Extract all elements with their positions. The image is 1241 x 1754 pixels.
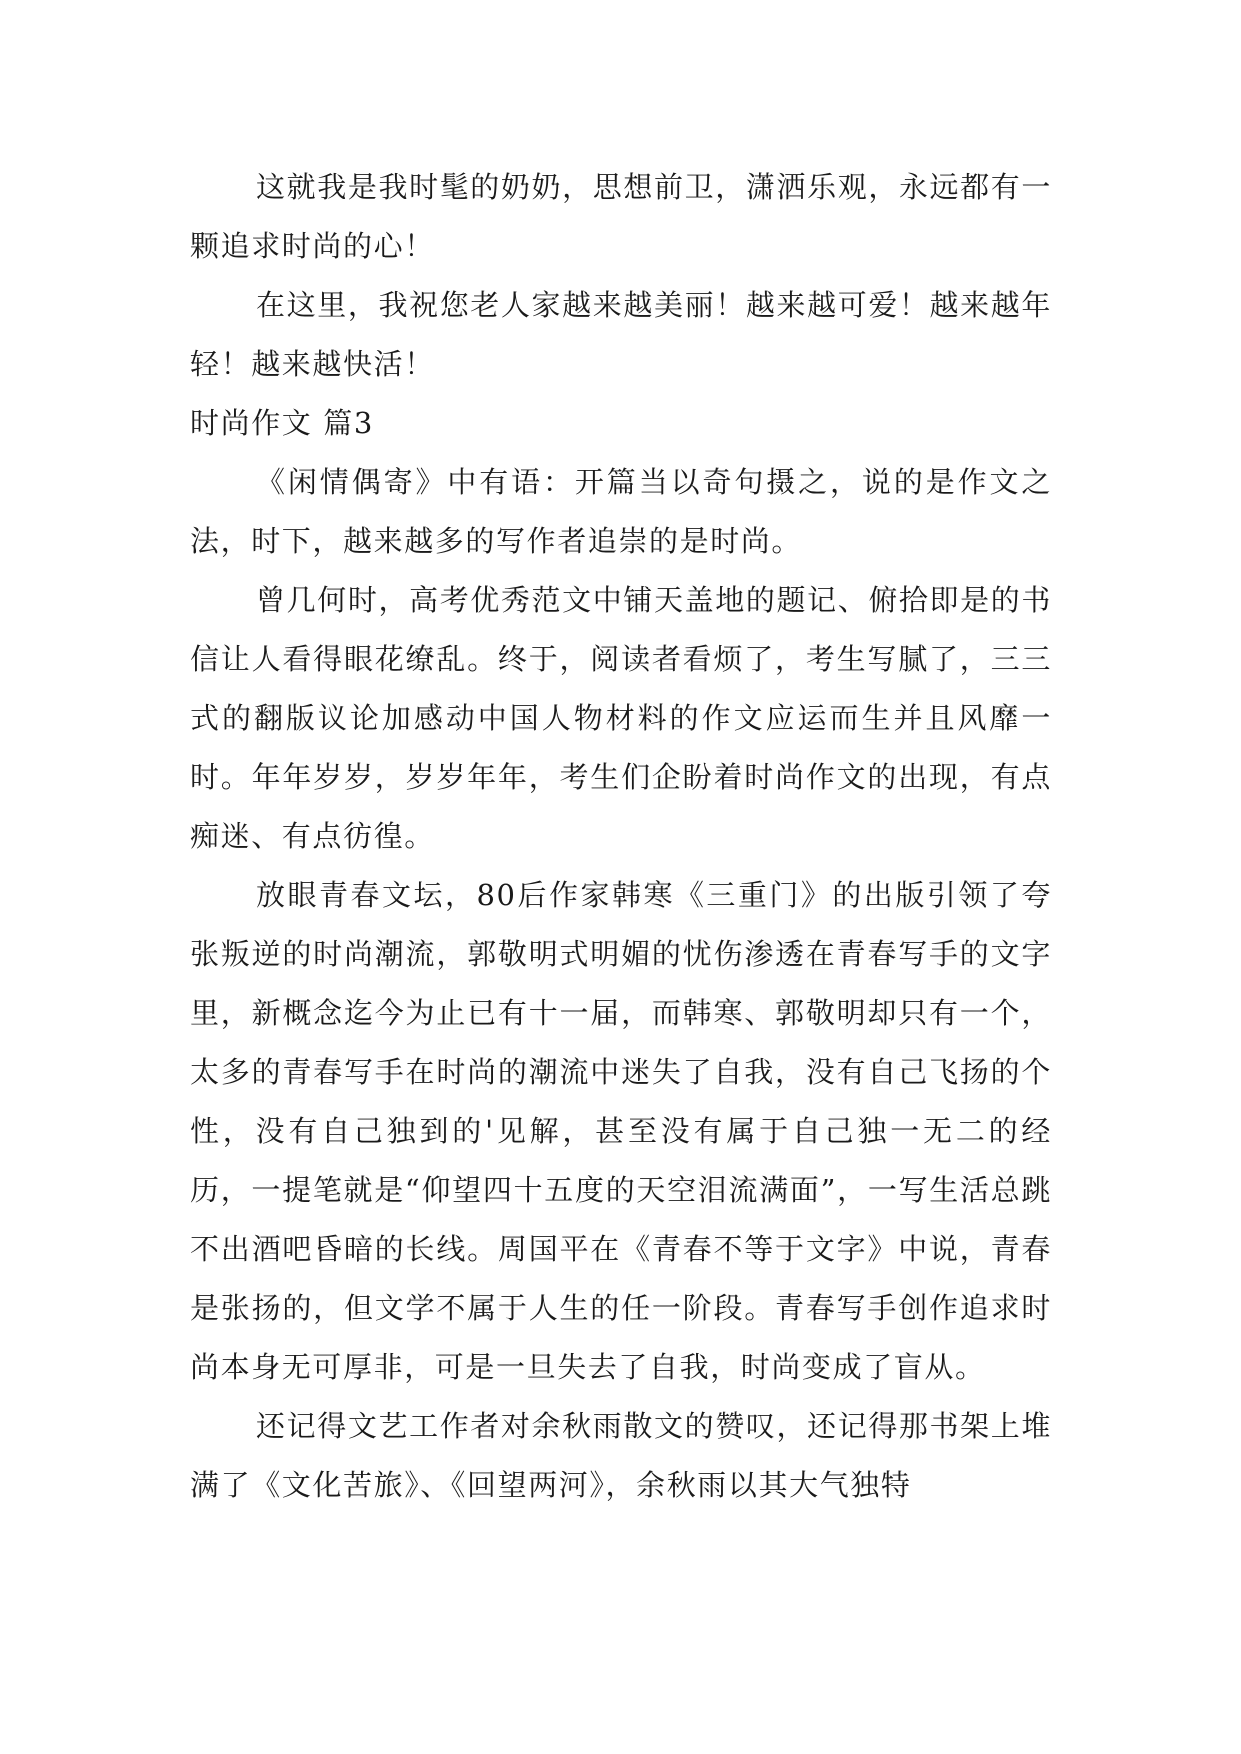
paragraph-youth-literature: 放眼青春文坛，80后作家韩寒《三重门》的出版引领了夸张叛逆的时尚潮流，郭敬明式明媚的忧伤渗透在青春写手的文字里，新概念迄今为止已有十一届，而韩寒、郭敬明却只有一个，太多的青春写手在时尚的潮流中迷失了自我，没有自己飞扬的个性，没有自己独到的'见解，甚至没有属于自己独一无二的经历，一提笔就是“仰望四十五度的天空泪流满面”，一写生活总跳不出酒吧昏暗的长线。周国平在《青春不等于文字》中说，青春是张扬的，但文学不属于人生的任一阶段。青春写手创作追求时尚本身无可厚非，可是一旦失去了自我，时尚变成了盲从。 <box>190 878 1052 1384</box>
paragraph-yu-qiuyu: 还记得文艺工作者对余秋雨散文的赞叹，还记得那书架上堆满了《文化苦旅》、《回望两河》，余秋雨以其大气独特 <box>190 1409 1052 1502</box>
document-body <box>190 158 1052 1515</box>
paragraph-intro: 《闲情偶寄》中有语：开篇当以奇句摄之，说的是作文之法，时下，越来越多的写作者追崇的是时尚。 <box>190 465 1052 558</box>
paragraph-closing-2: 在这里，我祝您老人家越来越美丽！越来越可爱！越来越年轻！越来越快活！ <box>190 288 1052 381</box>
paragraph-exam-essays: 曾几何时，高考优秀范文中铺天盖地的题记、俯拾即是的书信让人看得眼花缭乱。终于，阅读者看烦了，考生写腻了，三三式的翻版议论加感动中国人物材料的作文应运而生并且风靡一时。年年岁岁，岁岁年年，考生们企盼着时尚作文的出现，有点痴迷、有点彷徨。 <box>190 583 1052 853</box>
section-heading: 时尚作文 篇3 <box>190 406 374 440</box>
paragraph-closing-1: 这就我是我时髦的奶奶，思想前卫，潇洒乐观，永远都有一颗追求时尚的心！ <box>190 170 1052 263</box>
